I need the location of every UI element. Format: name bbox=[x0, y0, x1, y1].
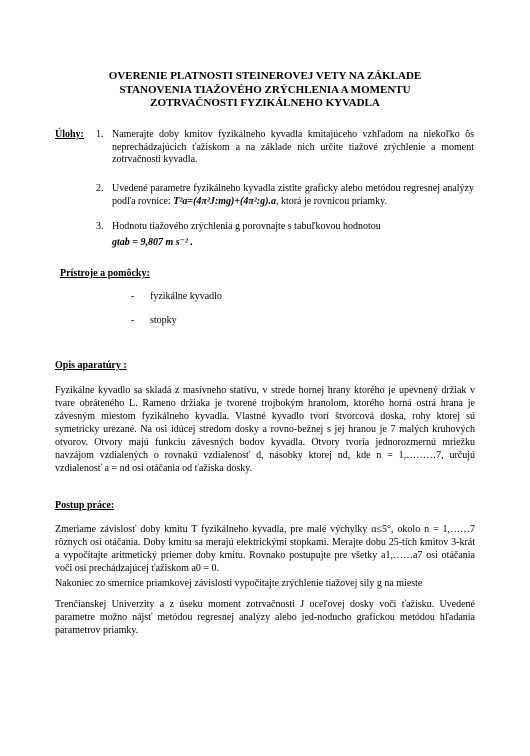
task-2-text bbox=[112, 183, 474, 208]
task-2-text-b: , ktorá je rovnicou priamky. bbox=[275, 195, 387, 207]
ulohy-heading: Úlohy: bbox=[55, 129, 84, 140]
opis-paragraph: Fyzikálne kyvadlo sa skladá z masívneho statívu, v strede hornej hrany ktorého je upevnený držiak v tvare obráteného L. Rameno držiaka je tvorené trojbokým hranolom, ktorého horná ostrá hrana je závesným miestom fyzikálneho kyvadla. Vlastné kyvadlo tvorí štvorcová doska, rohy ktorej sú symetricky urezané. Na osi idúcej stredom dosky a rovno-bežnej s jej hranou je 7 malých kruhových otvorov. Otvory majú funkciu závesných bodov kyvadla. Otvory tvoria jednorozmernú mriežku navzájom vzdialených o rovnakú vzdialenosť d, násobky ktorej nd, kde n = 1,………7, určujú vzdialenosť a = nd osi otáčania od ťažiska dosky. bbox=[55, 385, 475, 474]
task-2-formula: T²a=(4π²J:mg)+(4π²:g).a bbox=[173, 195, 276, 207]
list-item-dash: - bbox=[131, 315, 135, 326]
postup-paragraph-2: Nakoniec zo smernice priamkovej závislosti vypočítajte zrýchlenie tiažovej sily g na mieste bbox=[55, 578, 423, 589]
title-line-2: STANOVENIA TIAŽOVÉHO ZRÝCHLENIA A MOMENTU bbox=[119, 83, 411, 96]
task-2-number: 2. bbox=[96, 183, 104, 194]
task-3-number: 3. bbox=[96, 221, 104, 232]
title-line-1: OVERENIE PLATNOSTI STEINEROVEJ VETY NA ZÁKLADE bbox=[108, 70, 422, 82]
document-title bbox=[60, 70, 470, 111]
pristroje-heading: Prístroje a pomôcky: bbox=[60, 268, 150, 279]
task-1 bbox=[96, 129, 474, 169]
postup-heading: Postup práce: bbox=[55, 500, 115, 511]
list-item: stopky bbox=[150, 315, 177, 326]
postup-paragraph-3: Trenčianskej Univerzity a z úseku moment zotrvačnosti J oceľovej dosky voči ťažisku. Uvedené parametre možno nájsť metódou regresnej analýzy alebo jed-noducho grafickou metódou hľadania parametrov priamky. bbox=[55, 599, 475, 636]
task-2 bbox=[96, 183, 474, 213]
task-3 bbox=[96, 221, 474, 253]
task-3-text: Hodnotu tiažového zrýchlenia g porovnajte s tabuľkovou hodnotou bbox=[112, 221, 381, 232]
list-item-dash: - bbox=[131, 291, 135, 302]
task-3-value: gtab = 9,807 m s⁻² . bbox=[112, 237, 193, 248]
task-2-text-a: Uvedené parametre fyzikálneho kyvadla zistite graficky alebo metódou regresnej analýzy podľa rovnice: bbox=[112, 183, 474, 207]
task-1-text: Namerajte doby kmitov fyzikálneho kyvadla kmitajúceho vzhľadom na niekoľko ôs neprechádzajúcich ťažiskom a na základe nich určite tiažové zrýchlenie a moment zotrvačnosti kyvadla. bbox=[112, 129, 474, 165]
postup-paragraph-1: Zmeriame závislosť doby kmitu T fyzikálneho kyvadla, pre malé výchylky α≤5°, okolo n = 1,……7 rôznych osí otáčania. Doby kmitu sa merajú elektrickými stopkami. Merajte dobu 25-tich kmitov 3-krát a vypočítajte aritmetický priemer doby kmitu. Rovnako postupujte pre všetky a1,……a7 osi otáčania voči osi prechádzajúcej ťažiskom a0 = 0. bbox=[55, 524, 475, 574]
opis-heading: Opis aparatúry : bbox=[55, 360, 127, 371]
title-line-3: ZOTRVAČNOSTI FYZIKÁLNEHO KYVADLA bbox=[150, 97, 380, 109]
list-item: fyzikálne kyvadlo bbox=[150, 291, 222, 302]
task-1-number: 1. bbox=[96, 129, 104, 140]
